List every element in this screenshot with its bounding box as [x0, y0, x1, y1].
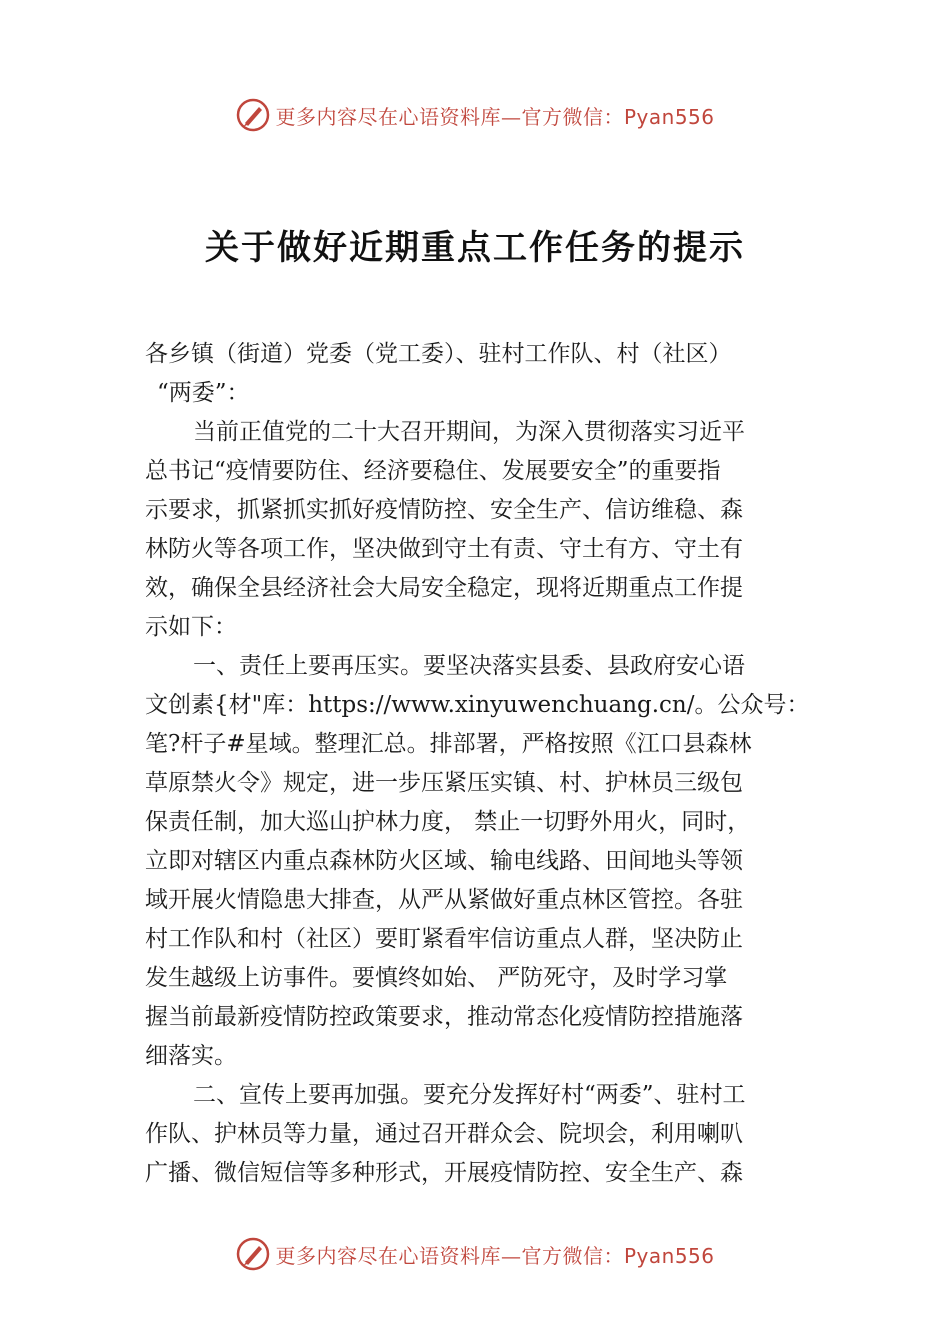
paragraph-line: 域开展火情隐患大排查，从严从紧做好重点林区管控。各驻 [145, 887, 743, 913]
paragraph-line: 广播、微信短信等多种形式，开展疫情防控、安全生产、森 [145, 1160, 743, 1186]
salutation-line: “两委”： [157, 380, 250, 406]
pen-logo-icon [235, 1236, 271, 1272]
paragraph-line: 立即对辖区内重点森林防火区域、输电线路、田间地头等领 [145, 848, 743, 874]
paragraph-line: 示如下： [145, 614, 237, 640]
paragraph-line: 保责任制，加大巡山护林力度， 禁止一切野外用火，同时， [145, 809, 751, 835]
paragraph-line: 总书记“疫情要防住、经济要稳住、发展要安全”的重要指 [145, 458, 721, 484]
document-body [145, 335, 835, 1193]
paragraph-line: 发生越级上访事件。要慎终如始、 严防死守，及时学习掌 [145, 965, 728, 991]
paragraph-line: 细落实。 [145, 1043, 237, 1069]
paragraph-line: 作队、护林员等力量，通过召开群众会、院坝会，利用喇叭 [145, 1121, 743, 1147]
paragraph-line: 林防火等各项工作，坚决做到守土有责、守土有方、守土有 [145, 536, 743, 562]
section-one-heading-line: 一、责任上要再压实。要坚决落实县委、县政府安心语 [193, 653, 745, 679]
header-watermark-banner [0, 95, 950, 135]
paragraph-line: 笔?杆子#星域。整理汇总。排部署，严格按照《江口县森林 [145, 731, 752, 757]
document-title: 关于做好近期重点工作任务的提示 [205, 228, 745, 268]
paragraph-line: 握当前最新疫情防控政策要求，推动常态化疫情防控措施落 [145, 1004, 743, 1030]
footer-watermark-banner [0, 1234, 950, 1274]
section-two-heading-line: 二、宣传上要再加强。要充分发挥好村“两委”、驻村工 [193, 1082, 746, 1108]
pen-logo-icon [235, 97, 271, 133]
paragraph-line: 当前正值党的二十大召开期间，为深入贯彻落实习近平 [193, 419, 745, 445]
header-watermark-text: 更多内容尽在心语资料库—官方微信：Pyan556 [275, 104, 715, 129]
salutation-line: 各乡镇（街道）党委（党工委）、驻村工作队、村（社区） [145, 341, 732, 367]
paragraph-line: 示要求，抓紧抓实抓好疫情防控、安全生产、信访维稳、森 [145, 497, 743, 523]
paragraph-line: 文创素{材"库：https://www.xinyuwenchuang.cn/。公众号： [145, 692, 810, 718]
paragraph-line: 村工作队和村（社区）要盯紧看牢信访重点人群，坚决防止 [145, 926, 743, 952]
footer-watermark-text: 更多内容尽在心语资料库—官方微信：Pyan556 [275, 1243, 715, 1268]
paragraph-line: 草原禁火令》规定，进一步压紧压实镇、村、护林员三级包 [145, 770, 743, 796]
paragraph-line: 效，确保全县经济社会大局安全稳定，现将近期重点工作提 [145, 575, 743, 601]
